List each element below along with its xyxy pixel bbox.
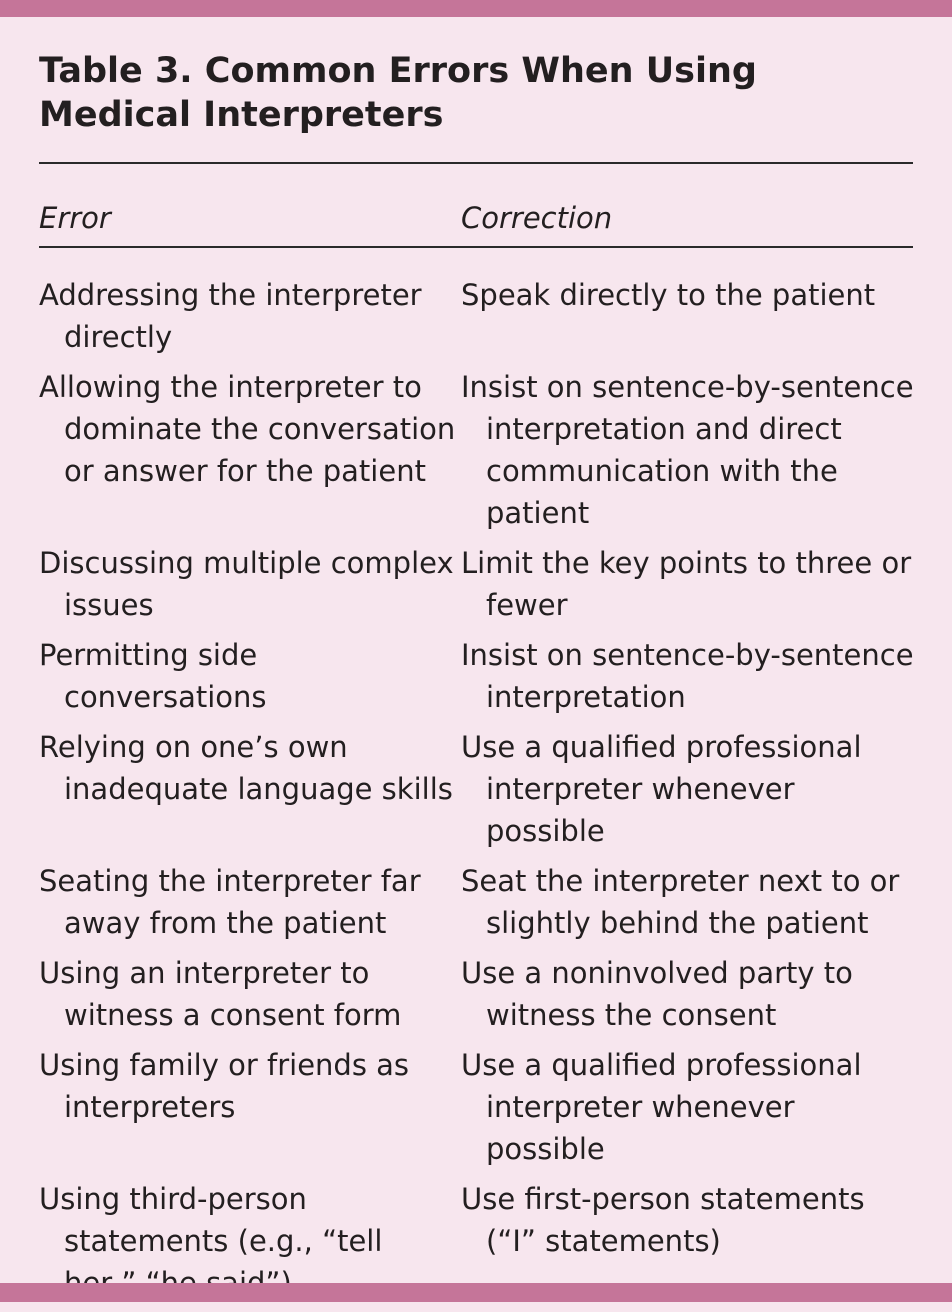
- correction-cell: Insist on sentence-by-sentence interpretation: [461, 638, 914, 714]
- error-cell: Relying on one’s own inadequate language skills: [39, 730, 453, 806]
- column-header-error: Error: [39, 201, 111, 235]
- correction-cell: Speak directly to the patient: [461, 278, 876, 312]
- correction-cell: Use a qualified professional interpreter whenever possible: [461, 1048, 862, 1166]
- table-row: [39, 952, 919, 1036]
- title-divider: [39, 162, 913, 164]
- correction-cell: Use a qualified professional interpreter whenever possible: [461, 730, 862, 848]
- column-header-correction: Correction: [461, 201, 613, 235]
- error-cell: Seating the interpreter far away from the patient: [39, 864, 421, 940]
- top-accent-bar: [0, 0, 952, 17]
- correction-cell: Insist on sentence-by-sentence interpretation and direct communication with the patient: [461, 370, 914, 530]
- correction-cell: Limit the key points to three or fewer: [461, 546, 912, 622]
- table-row: [39, 274, 919, 358]
- table-title: Table 3. Common Errors When Using Medical Interpreters: [39, 51, 757, 135]
- correction-cell: Use first-person statements (“I” statements): [461, 1182, 865, 1258]
- table-row: [39, 634, 919, 718]
- error-cell: Using family or friends as interpreters: [39, 1048, 410, 1124]
- table-body: [39, 274, 919, 1312]
- error-cell: Addressing the interpreter directly: [39, 278, 422, 354]
- table-row: [39, 542, 919, 626]
- error-cell: Permitting side conversations: [39, 638, 267, 714]
- correction-cell: Use a noninvolved party to witness the consent: [461, 956, 853, 1032]
- header-divider: [39, 246, 913, 248]
- bottom-accent-bar: [0, 1283, 952, 1302]
- table-row: [39, 1044, 919, 1170]
- table-row: [39, 366, 919, 534]
- table-row: [39, 726, 919, 852]
- error-cell: Using third-person statements (e.g., “tell: [39, 1182, 383, 1258]
- error-cell: Discussing multiple complex issues: [39, 546, 454, 622]
- table-row: [39, 860, 919, 944]
- error-cell: Allowing the interpreter to dominate the conversation or answer for the patient: [39, 370, 456, 488]
- error-cell: Using an interpreter to witness a consent form: [39, 956, 402, 1032]
- correction-cell: Seat the interpreter next to or slightly behind the patient: [461, 864, 900, 940]
